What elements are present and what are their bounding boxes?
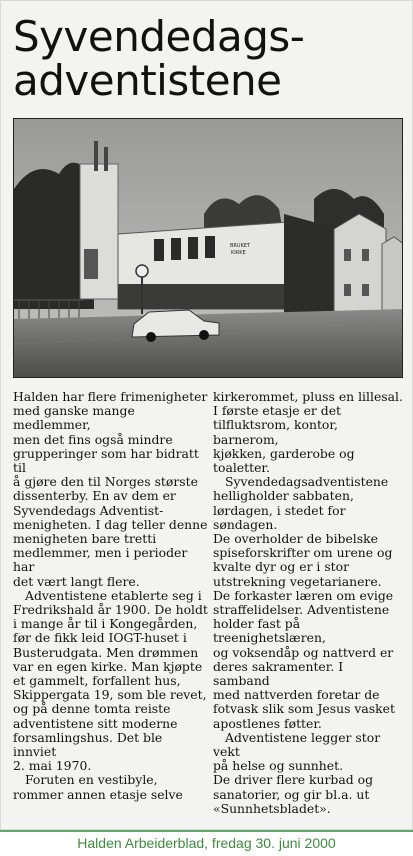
article-line: på helse og sunnhet.	[213, 758, 344, 774]
article-line: å gjøre den til Norges største	[13, 474, 198, 490]
article-line: dissenterby. En av dem er	[13, 488, 176, 504]
article-line: tilfluktsrom, kontor, barnerom,	[213, 417, 338, 447]
article-line: 2. mai 1970.	[13, 758, 92, 774]
article-line: Halden har flere frimenigheter	[13, 389, 208, 404]
article-line: «Sunnhetsbladet».	[213, 800, 331, 816]
article-line: Syvendedagsadventistene	[225, 474, 389, 490]
article-paragraph	[213, 390, 403, 475]
article-line: spiseforskrifter om urene og	[213, 545, 393, 561]
article-line: Busterudgata. Men drømmen	[13, 644, 199, 660]
article-line: med nattverden foretar de	[213, 687, 380, 703]
sign-text-2: KIRKE	[231, 250, 246, 256]
article-line: medlemmer, men i perioder har	[13, 545, 188, 575]
article-line: før de fikk leid IOGT-huset i	[13, 630, 187, 646]
article-paragraph	[13, 390, 209, 589]
headline-line-2: adventistene	[13, 56, 282, 105]
article-line: fotvask slik som Jesus vasket	[213, 701, 395, 717]
article-line: med ganske mange medlemmer,	[13, 403, 135, 433]
headline	[13, 12, 408, 105]
article-line: kvalte dyr og er i stor	[213, 559, 350, 575]
article-line: menigheten bare tretti	[13, 531, 157, 547]
church-building-photo-icon	[14, 119, 403, 378]
article-line: et gammelt, forfallent hus,	[13, 673, 181, 689]
church-building-photo	[13, 118, 403, 378]
article-line: i mange år til i Kongegården,	[13, 616, 198, 632]
footer	[0, 832, 413, 856]
source-caption: Halden Arbeiderblad, fredag 30. juni 2000	[77, 835, 336, 851]
article-line: kirkerommet, pluss en lillesal.	[213, 389, 403, 404]
article-line: det vært langt flere.	[13, 573, 140, 589]
article-line: og voksendåp og nattverd er	[213, 644, 394, 660]
article-line: De driver flere kurbad og	[213, 772, 374, 788]
article-line: toaletter.	[213, 460, 270, 476]
article-line: utstrekning vegetarianere.	[213, 573, 382, 589]
article-line: I første etasje er det	[213, 403, 342, 419]
article-line: Syvendedags Adventist-	[13, 502, 164, 518]
article-line: var en egen kirke. Man kjøpte	[13, 658, 203, 674]
article-paragraph	[13, 773, 209, 801]
article-line: og på denne tomta reiste	[13, 701, 171, 717]
article-column-right	[213, 390, 403, 816]
article-line: grupperinger som har bidratt til	[13, 445, 199, 476]
article-paragraph	[213, 475, 403, 731]
article-line: forsamlingshus. Det ble innviet	[13, 729, 163, 760]
article-line: helligholder sabbaten,	[213, 488, 354, 504]
article-column-left	[13, 390, 209, 802]
article-line: Adventistene legger stor vekt	[213, 729, 381, 760]
sign-text-1: BRUKET	[230, 243, 251, 249]
article-line: De forkaster læren om evige	[213, 587, 394, 603]
article-line: Skippergata 19, som ble revet,	[13, 687, 207, 703]
article-line: De overholder de bibelske	[213, 531, 378, 547]
headline-line-1: Syvendedags-	[13, 12, 305, 61]
article-line: Fredrikshald år 1900. De holdt	[13, 602, 208, 618]
article-line: deres sakramenter. I samband	[213, 658, 344, 689]
article-line: straffelidelser. Adventistene	[213, 602, 390, 618]
article-line: apostlenes føtter.	[213, 715, 322, 731]
article-paragraph	[13, 589, 209, 774]
article-line: Adventistene etablerte seg i	[25, 587, 202, 603]
article-line: sanatorier, og gir bl.a. ut	[213, 786, 370, 802]
article-line: Foruten en vestibyle,	[25, 772, 158, 788]
article-line: lørdagen, i stedet for søndagen.	[213, 502, 346, 532]
article-line: adventistene sitt moderne	[13, 715, 178, 731]
article-line: holder fast på treenighetslæren,	[213, 616, 326, 646]
article-line: men det fins også mindre	[13, 431, 173, 447]
article-line: kjøkken, garderobe og	[213, 445, 355, 461]
article-line: menigheten. I dag teller denne	[13, 516, 208, 532]
article-line: rommer annen etasje selve	[13, 786, 183, 802]
article-paragraph	[213, 731, 403, 816]
